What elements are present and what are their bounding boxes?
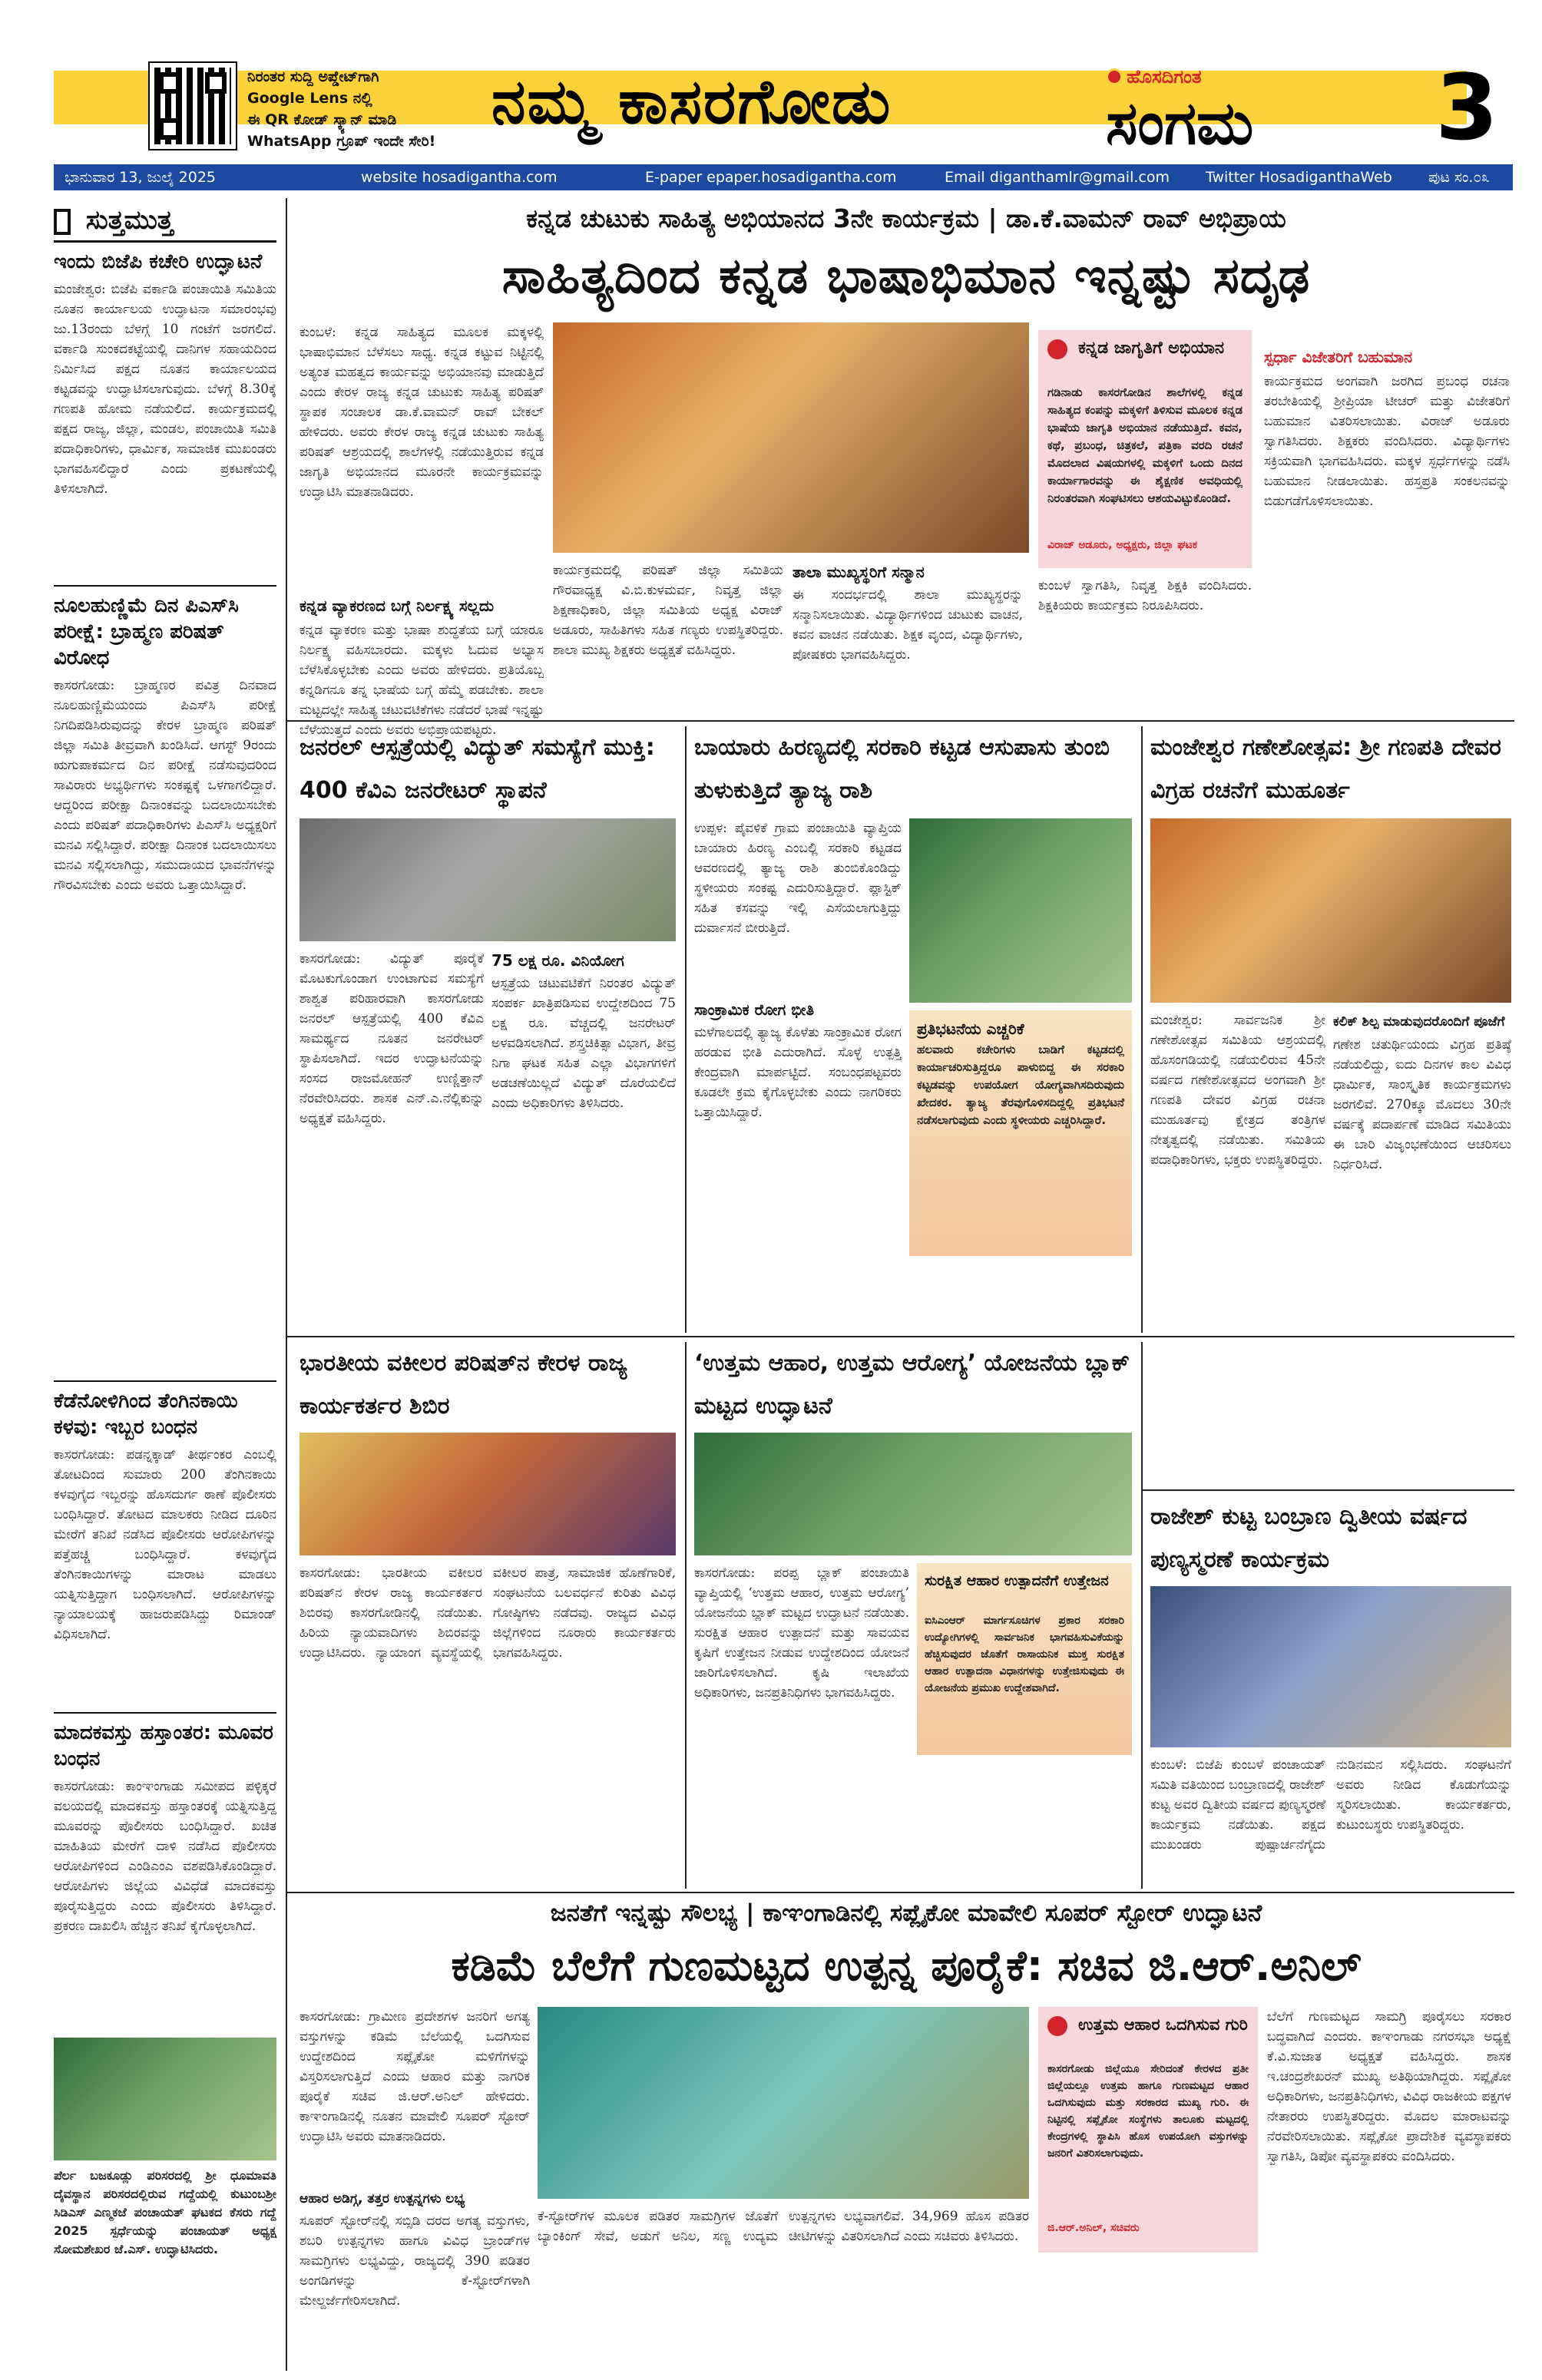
bottom-body-left: ಕಾಸರಗೋಡು: ಗ್ರಾಮೀಣ ಪ್ರದೇಶಗಳ ಜನರಿಗೆ ಅಗತ್ಯ ವಸ್ತುಗಳನ್ನು ಕಡಿಮೆ ಬೆಲೆಯಲ್ಲಿ ಒದಗಿಸುವ ಉದ್ದೇಶದಿಂದ ಸಪ್ಲೈಕೋ ಮಳಿಗೆಗಳನ್ನು ವಿಸ್ತರಿಸಲಾಗುತ್ತಿದೆ ಎಂದು ಆಹಾರ ಮತ್ತು ನಾಗರಿಕ ಪೂರೈಕೆ ಸಚಿವ ಜಿ.ಆರ್.ಅನಿಲ್ ಹೇಳಿದರು. ಕಾಞಂಗಾಡಿನಲ್ಲಿ ನೂತನ ಮಾವೇಲಿ ಸೂಪರ್ ಸ್ಟೋರ್ ಉದ್ಘಾಟಿಸಿ ಅವರು ಮಾತನಾಡಿದರು. [299,2009,530,2144]
lead-body-mid: ಕಾರ್ಯಕ್ರಮದಲ್ಲಿ ಪರಿಷತ್ ಜಿಲ್ಲಾ ಸಮಿತಿಯ ಗೌರವಾಧ್ಯಕ್ಷ ವಿ.ಬಿ.ಕುಳಮರ್ವ, ನಿವೃತ್ತ ಜಿಲ್ಲಾ ಶಿಕ್ಷಣಾಧಿಕಾರಿ, ಜಿಲ್ಲಾ ಸಮಿತಿಯ ಅಧ್ಯಕ್ಷ ವಿರಾಜ್ ಅಡೂರು, ಸಾಹಿತಿಗಳು ಸಹಿತ ಗಣ್ಯರು ಉಪಸ್ಥಿತರಿದ್ದರು. ಶಾಲಾ ಮುಖ್ಯ ಶಿಕ್ಷಕರು ಅಧ್ಯಕ್ಷತೆ ವಹಿಸಿದ್ದರು. [553,563,783,658]
section-label [54,198,276,243]
left-photo-caption: ಪೆರ್ಲ ಬಜಕೂಡ್ಲು ಪರಿಸರದಲ್ಲಿ ಶ್ರೀ ಧೂಮಾವತಿ ದೈವಸ್ಥಾನ ಪರಿಸರದಲ್ಲಿರುವ ಗದ್ದೆಯಲ್ಲಿ ಕುಟುಂಬಶ್ರೀ ಸಿಡಿಎಸ್ ಎಣ್ಮಕಜೆ ಪಂಚಾಯತ್ ಘಟಕದ ಕೆಸರು ಗದ್ದೆ 2025 ಸ್ಪರ್ಧೆಯನ್ನು ಪಂಚಾಯತ್ ಅಧ್ಯಕ್ಷ ಸೋಮಶೇಖರ ಜೆ.ಎಸ್. ಉದ್ಘಾಟಿಸಿದರು. [54,2168,276,2256]
bottom-body-right: ಬೆಲೆಗೆ ಗುಣಮಟ್ಟದ ಸಾಮಗ್ರಿ ಪೂರೈಸಲು ಸರಕಾರ ಬದ್ಧವಾಗಿದೆ ಎಂದರು. ಕಾಞಂಗಾಡು ನಗರಸಭಾ ಅಧ್ಯಕ್ಷೆ ಕೆ.ವಿ.ಸುಜಾತ ಅಧ್ಯಕ್ಷತೆ ವಹಿಸಿದ್ದರು. ಶಾಸಕ ಇ.ಚಂದ್ರಶೇಖರನ್ ಮುಖ್ಯ ಅತಿಥಿಯಾಗಿದ್ದರು. ಸಪ್ಲೈಕೋ ಅಧಿಕಾರಿಗಳು, ಜನಪ್ರತಿನಿಧಿಗಳು, ವಿವಿಧ ರಾಜಕೀಯ ಪಕ್ಷಗಳ ನೇತಾರರು ಉಪಸ್ಥಿತರಿದ್ದರು. ಮೊದಲ ಮಾರಾಟವನ್ನು ನೆರವೇರಿಸಲಾಯಿತು. ಸಪ್ಲೈಕೋ ಪ್ರಾದೇಶಿಕ ವ್ಯವಸ್ಥಾಪಕರು ಸ್ವಾಗತಿಸಿ, ಡಿಪೋ ವ್ಯವಸ್ಥಾಪಕರು ವಂದಿಸಿದರು. [1267,2009,1511,2164]
issue-date: ಭಾನುವಾರ 13, ಜುಲೈ 2025 [65,169,217,186]
left-story-2-body: ಕಾಸರಗೋಡು: ಬ್ರಾಹ್ಮಣರ ಪವಿತ್ರ ದಿನವಾದ ನೂಲಹುಣ್ಣಿಮೆಯಂದು ಪಿಎಸ್‌ಸಿ ಪರೀಕ್ಷೆ ನಿಗದಿಪಡಿಸಿರುವುದನ್ನು ಕೇರಳ ಬ್ರಾಹ್ಮಣ ಪರಿಷತ್ ಜಿಲ್ಲಾ ಸಮಿತಿ ತೀವ್ರವಾಗಿ ಖಂಡಿಸಿದೆ. ಆಗಸ್ಟ್ 9ರಂದು ಋಗುಪಾಕರ್ಮದ ದಿನ ಪರೀಕ್ಷೆ ನಡೆಸುವುದರಿಂದ ಸಾವಿರಾರು ಅಭ್ಯರ್ಥಿಗಳು ಸಂಕಷ್ಟಕ್ಕೆ ಒಳಗಾಗಲಿದ್ದಾರೆ. ಆದ್ದರಿಂದ ಪರೀಕ್ಷಾ ದಿನಾಂಕವನ್ನು ಬದಲಾಯಿಸಬೇಕು ಎಂದು ಪರಿಷತ್ ಪದಾಧಿಕಾರಿಗಳು ಪಿಎಸ್‌ಸಿ ಅಧ್ಯಕ್ಷರಿಗೆ ಮನವಿ ಸಲ್ಲಿಸಿದ್ದಾರೆ. ಪರೀಕ್ಷಾ ದಿನಾಂಕ ಬದಲಾಯಿಸಲು ಮನವಿ ಸಲ್ಲಿಸಲಾಗಿದ್ದು, ಸಮುದಾಯದ ಭಾವನೆಗಳನ್ನು ಗೌರವಿಸಬೇಕು ಎಂದು ಅವರು ಒತ್ತಾಯಿಸಿದ್ದಾರೆ. [54,678,276,893]
left-story-3 [54,1388,276,1706]
row3-divider-1 [685,1342,687,1889]
left-story-4-title: ಮಾದಕವಸ್ತು ಹಸ್ತಾಂತರ: ಮೂವರ ಬಂಧನ [54,1721,273,1770]
qr-note-line2: Google Lens ನಲ್ಲಿ [247,90,372,107]
left-story-2 [54,593,276,1374]
section-name: ಸುತ್ತಮುತ್ತ [85,205,174,236]
row2-a-title: ಜನರಲ್ ಆಸ್ಪತ್ರೆಯಲ್ಲಿ ವಿದ್ಯುತ್ ಸಮಸ್ಯೆಗೆ ಮುಕ್ತಿ: 400 ಕೆವಿಎ ಜನರೇಟರ್ ಸ್ಥಾಪನೆ [299,734,655,804]
row2-a-body: ಕಾಸರಗೋಡು: ವಿದ್ಯುತ್ ಪೂರೈಕೆ ಮೊಟಕುಗೊಂಡಾಗ ಉಂಟಾಗುವ ಸಮಸ್ಯೆಗೆ ಶಾಶ್ವತ ಪರಿಹಾರವಾಗಿ ಕಾಸರಗೋಡು ಜನರಲ್ ಆಸ್ಪತ್ರೆಯಲ್ಲಿ 400 ಕೆವಿಎ ಸಾಮರ್ಥ್ಯದ ನೂತನ ಜನರೇಟರ್ ಸ್ಥಾಪಿಸಲಾಗಿದೆ. ಇದರ ಉದ್ಘಾಟನೆಯನ್ನು ಸಂಸದ ರಾಜಮೋಹನ್ ಉಣ್ಣಿತ್ತಾನ್ ನೆರವೇರಿಸಿದರು. ಶಾಸಕ ಎನ್.ಎ.ನೆಲ್ಲಿಕುನ್ನು ಅಧ್ಯಕ್ಷತೆ ವಹಿಸಿದ್ದರು. [299,951,484,1126]
twitter-link[interactable]: Twitter HosadiganthaWeb [1206,169,1392,186]
lead-subhead-mid: ತಾಲಾ ಮುಖ್ಯಸ್ಥರಿಗೆ ಸನ್ಮಾನ [793,563,925,581]
bottom-info-box [1038,2007,1258,2253]
row2-a-subhead: 75 ಲಕ್ಷ ರೂ. ವಿನಿಯೋಗ [491,951,624,970]
row2-b-box-body: ಹಲವಾರು ಕಚೇರಿಗಳು ಬಾಡಿಗೆ ಕಟ್ಟಡದಲ್ಲಿ ಕಾರ್ಯಾಚರಿಸುತ್ತಿದ್ದರೂ ಪಾಳುಬಿದ್ದ ಈ ಸರಕಾರಿ ಕಟ್ಟಡವನ್ನು ಉಪಯೋಗ ಯೋಗ್ಯವಾಗಿಸದಿರುವುದು ಖೇದಕರ. ತ್ಯಾಜ್ಯ ತೆರವುಗೊಳಿಸದಿದ್ದಲ್ಲಿ ಪ್ರತಿಭಟನೆ ನಡೆಸಲಾಗುವುದು ಎಂದು ಸ್ಥಳೀಯರು ಎಚ್ಚರಿಸಿದ್ದಾರೆ. [917,1043,1124,1127]
row3-a-photo [299,1433,676,1555]
qr-note [247,66,470,152]
lead-box-signature: ವಿರಾಜ್ ಅಡೂರು, ಅಧ್ಯಕ್ಷರು, ಜಿಲ್ಲಾ ಘಟಕ [1047,539,1198,551]
info-strip [54,164,1513,190]
brand-logo-icon [1106,68,1123,85]
row3-b-box-title: ಸುರಕ್ಷಿತ ಆಹಾರ ಉತ್ಪಾದನೆಗೆ ಉತ್ತೇಜನ [925,1572,1109,1589]
row3-b-photo [694,1433,1132,1555]
lead-body-left: ಕುಂಬಳೆ: ಕನ್ನಡ ಸಾಹಿತ್ಯದ ಮೂಲಕ ಮಕ್ಕಳಲ್ಲಿ ಭಾಷಾಭಿಮಾನ ಬೆಳೆಸಲು ಸಾಧ್ಯ. ಕನ್ನಡ ಕಟ್ಟುವ ನಿಟ್ಟಿನಲ್ಲಿ ಅತ್ಯಂತ ಮಹತ್ವದ ಕಾರ್ಯವನ್ನು ಅಭಿಯಾನವು ಮಾಡುತ್ತಿದೆ ಎಂದು ಕೇರಳ ರಾಜ್ಯ ಕನ್ನಡ ಚುಟುಕು ಸಾಹಿತ್ಯ ಪರಿಷತ್ ಸ್ಥಾಪಕ ಸಂಚಾಲಕ ಡಾ.ಕೆ.ವಾಮನ್ ರಾವ್ ಬೇಕಲ್ ಹೇಳಿದರು. ಅವರು ಕೇರಳ ರಾಜ್ಯ ಕನ್ನಡ ಚುಟುಕು ಸಾಹಿತ್ಯ ಪರಿಷತ್ ಆಶ್ರಯದಲ್ಲಿ ಶಾಲೆಗಳಲ್ಲಿ ನಡೆಯುತ್ತಿರುವ ಕನ್ನಡ ಜಾಗೃತಿ ಅಭಿಯಾನದ ಮೂರನೇ ಕಾರ್ಯಕ್ರಮವನ್ನು ಉದ್ಘಾಟಿಸಿ ಮಾತನಾಡಿದರು. [299,325,544,500]
row2-b-subhead: ಸಾಂಕ್ರಾಮಿಕ ರೋಗ ಭೀತಿ [694,1000,815,1019]
lead-right-subhead: ಸ್ಪರ್ಧಾ ವಿಜೇತರಿಗೆ ಬಹುಮಾನ [1264,348,1413,366]
bottom-box-signature: ಜಿ.ಆರ್.ಅನಿಲ್, ಸಚಿವರು [1047,2222,1140,2234]
row2-divider-1 [685,726,687,1333]
row2-b-body: ಉಪ್ಪಳ: ಪೈವಳಿಕೆ ಗ್ರಾಮ ಪಂಚಾಯಿತಿ ವ್ಯಾಪ್ತಿಯ ಬಾಯಾರು ಹಿರಣ್ಯ ಎಂಬಲ್ಲಿ ಸರಕಾರಿ ಕಟ್ಟಡದ ಆವರಣದಲ್ಲಿ ತ್ಯಾಜ್ಯ ರಾಶಿ ತುಂಬಿಕೊಂಡಿದ್ದು ಸ್ಥಳೀಯರು ಸಂಕಷ್ಟ ಎದುರಿಸುತ್ತಿದ್ದಾರೆ. ಪ್ಲಾಸ್ಟಿಕ್ ಸಹಿತ ಕಸವನ್ನು ಇಲ್ಲಿ ಎಸೆಯಲಾಗುತ್ತಿದ್ದು ದುರ್ವಾಸನೆ ಬೀರುತ್ತಿದೆ. [694,821,902,936]
row3-a-title: ಭಾರತೀಯ ವಕೀಲರ ಪರಿಷತ್‌ನ ಕೇರಳ ರಾಜ್ಯ ಕಾರ್ಯಕರ್ತರ ಶಿಬಿರ [299,1350,627,1420]
supplement-name: ಸಂಗಮ [1106,89,1254,158]
row3-divider-2 [1141,1342,1143,1889]
row3-c-title: ರಾಜೇಶ್ ಕುಟ್ಟ ಬಂಬ್ರಾಣ ದ್ವಿತೀಯ ವರ್ಷದ ಪುಣ್ಯಸ್ಮರಣೆ ಕಾರ್ಯಕ್ರಮ [1150,1503,1468,1573]
lead-body-mid2: ಈ ಸಂದರ್ಭದಲ್ಲಿ ಶಾಲಾ ಮುಖ್ಯಸ್ಥರನ್ನು ಸನ್ಮಾನಿಸಲಾಯಿತು. ವಿದ್ಯಾರ್ಥಿಗಳಿಂದ ಚುಟುಕು ವಾಚನ, ಕವನ ವಾಚನ ನಡೆಯಿತು. ಶಿಕ್ಷಕ ವೃಂದ, ವಿದ್ಯಾರ್ಥಿಗಳು, ಪೋಷಕರು ಭಾಗವಹಿಸಿದ್ದರು. [793,587,1023,663]
row2-b-title: ಬಾಯಾರು ಹಿರಣ್ಯದಲ್ಲಿ ಸರಕಾರಿ ಕಟ್ಟಡ ಆಸುಪಾಸು ತುಂಬಿ ತುಳುಕುತ್ತಿದೆ ತ್ಯಾಜ್ಯ ರಾಶಿ [694,734,1110,804]
row3-c-top-divider [1141,1489,1514,1491]
left-story-1-title: ಇಂದು ಬಿಜೆಪಿ ಕಚೇರಿ ಉದ್ಘಾಟನೆ [54,250,263,273]
row2-c-body: ಮಂಜೇಶ್ವರ: ಸಾರ್ವಜನಿಕ ಶ್ರೀ ಗಣೇಶೋತ್ಸವ ಸಮಿತಿಯ ಆಶ್ರಯದಲ್ಲಿ ಹೊಸಂಗಡಿಯಲ್ಲಿ ನಡೆಯಲಿರುವ 45ನೇ ವರ್ಷದ ಗಣೇಶೋತ್ಸವದ ಅಂಗವಾಗಿ ಶ್ರೀ ಗಣಪತಿ ದೇವರ ವಿಗ್ರಹ ರಚನಾ ಮುಹೂರ್ತವು ಕ್ಷೇತ್ರದ ತಂತ್ರಿಗಳ ನೇತೃತ್ವದಲ್ಲಿ ನಡೆಯಿತು. ಸಮಿತಿಯ ಪದಾಧಿಕಾರಿಗಳು, ಭಕ್ತರು ಉಪಸ್ಥಿತರಿದ್ದರು. [1150,1013,1325,1168]
email-link[interactable]: Email diganthamlr@gmail.com [945,169,1170,186]
row2-c-title: ಮಂಜೇಶ್ವರ ಗಣೇಶೋತ್ಸವ: ಶ್ರೀ ಗಣಪತಿ ದೇವರ ವಿಗ್ರಹ ರಚನೆಗೆ ಮುಹೂರ್ತ [1150,734,1501,804]
lead-kicker: ಕನ್ನಡ ಚುಟುಕು ಸಾಹಿತ್ಯ ಅಭಿಯಾನದ 3ನೇ ಕಾರ್ಯಕ್ರಮ | ಡಾ.ಕೆ.ವಾಮನ್ ರಾವ್ ಅಭಿಪ್ರಾಯ [526,203,1286,233]
left-story-3-title: ಕೆಡೆನೋಳಿಗಿಂದ ತೆಂಗಿನಕಾಯಿ ಕಳವು: ಇಬ್ಬರ ಬಂಧನ [54,1390,238,1439]
page-label: ಪುಟ ಸಂ.೦೩ [1428,169,1490,186]
row2-a-body2: ಆಸ್ಪತ್ರೆಯ ಚಟುವಟಿಕೆಗೆ ನಿರಂತರ ವಿದ್ಯುತ್ ಸಂಪರ್ಕ ಖಾತ್ರಿಪಡಿಸುವ ಉದ್ದೇಶದಿಂದ 75 ಲಕ್ಷ ರೂ. ವೆಚ್ಚದಲ್ಲಿ ಜನರೇಟರ್ ಅಳವಡಿಸಲಾಗಿದೆ. ಶಸ್ತ್ರಚಿಕಿತ್ಸಾ ವಿಭಾಗ, ತೀವ್ರ ನಿಗಾ ಘಟಕ ಸಹಿತ ಎಲ್ಲಾ ವಿಭಾಗಗಳಿಗೆ ಅಡಚಣೆಯಿಲ್ಲದೆ ವಿದ್ಯುತ್ ದೊರೆಯಲಿದೆ ಎಂದು ಅಧಿಕಾರಿಗಳು ತಿಳಿಸಿದರು. [491,976,676,1111]
epaper-link[interactable]: E-paper epaper.hosadigantha.com [645,169,897,186]
row2-b-photo [909,818,1132,1003]
left-story-4-body: ಕಾಸರಗೋಡು: ಕಾಂಞಂಗಾಡು ಸಮೀಪದ ಪಳ್ಳಿಕ್ಕರೆ ವಲಯದಲ್ಲಿ ಮಾದಕವಸ್ತು ಹಸ್ತಾಂತರಕ್ಕೆ ಯತ್ನಿಸುತ್ತಿದ್ದ ಮೂವರನ್ನು ಪೊಲೀಸರು ಬಂಧಿಸಿದ್ದಾರೆ. ಖಚಿತ ಮಾಹಿತಿಯ ಮೇರೆಗೆ ದಾಳಿ ನಡೆಸಿದ ಪೊಲೀಸರು ಆರೋಪಿಗಳಿಂದ ಎಂಡಿಎಂಎ ವಶಪಡಿಸಿಕೊಂಡಿದ್ದಾರೆ. ಆರೋಪಿಗಳು ಜಿಲ್ಲೆಯ ವಿವಿಧೆಡೆ ಮಾದಕವಸ್ತು ಪೂರೈಸುತ್ತಿದ್ದರು ಎಂದು ಪೊಲೀಸರು ತಿಳಿಸಿದ್ದಾರೆ. ಪ್ರಕರಣ ದಾಖಲಿಸಿ ಹೆಚ್ಚಿನ ತನಿಖೆ ಕೈಗೊಳ್ಳಲಾಗಿದೆ. [54,1779,276,1934]
left-story-4 [54,1720,276,2030]
row3-bottom-divider [286,1892,1514,1893]
left-photo-field [54,2038,276,2160]
left-column-divider [286,198,287,2371]
row3-c-body: ಕುಂಬಳೆ: ಬಿಜೆಪಿ ಕುಂಬಳೆ ಪಂಚಾಯತ್ ಸಮಿತಿ ವತಿಯಿಂದ ಬಂಬ್ರಾಣದಲ್ಲಿ ರಾಜೇಶ್ ಕುಟ್ಟ ಅವರ ದ್ವಿತೀಯ ವರ್ಷದ ಪುಣ್ಯಸ್ಮರಣೆ ಕಾರ್ಯಕ್ರಮ ನಡೆಯಿತು. ಪಕ್ಷದ ಮುಖಂಡರು ಪುಷ್ಪಾರ್ಚನೆಗೈದು ನುಡಿನಮನ ಸಲ್ಲಿಸಿದರು. ಸಂಘಟನೆಗೆ ಅವರು ನೀಡಿದ ಕೊಡುಗೆಯನ್ನು ಸ್ಮರಿಸಲಾಯಿತು. ಕಾರ್ಯಕರ್ತರು, ಕುಟುಂಬಸ್ಥರು ಉಪಸ್ಥಿತರಿದ್ದರು. [1150,1757,1511,1853]
lead-photo [553,322,1029,553]
row3-b-title: ‘ಉತ್ತಮ ಆಹಾರ, ಉತ್ತಮ ಆರೋಗ್ಯ’ ಯೋಜನೆಯ ಬ್ಲಾಕ್ ಮಟ್ಟದ ಉದ್ಘಾಟನೆ [694,1350,1130,1420]
row3-c-photo [1150,1586,1511,1747]
left-story-3-body: ಕಾಸರಗೋಡು: ಪಡನ್ನಕ್ಕಾಡ್ ತೀರ್ಥಂಕರ ಎಂಬಲ್ಲಿ ತೋಟದಿಂದ ಸುಮಾರು 200 ತೆಂಗಿನಕಾಯಿ ಕಳವುಗೈದ ಇಬ್ಬರನ್ನು ಹೊಸದುರ್ಗ ಠಾಣೆ ಪೊಲೀಸರು ಬಂಧಿಸಿದ್ದಾರೆ. ತೋಟದ ಮಾಲಕರು ನೀಡಿದ ದೂರಿನ ಮೇರೆಗೆ ತನಿಖೆ ನಡೆಸಿದ ಪೊಲೀಸರು ಆರೋಪಿಗಳನ್ನು ಪತ್ತೆಹಚ್ಚಿ ಬಂಧಿಸಿದ್ದಾರೆ. ಕಳವುಗೈದ ತೆಂಗಿನಕಾಯಿಗಳನ್ನು ಮಾರಾಟ ಮಾಡಲು ಯತ್ನಿಸುತ್ತಿದ್ದಾಗ ಬಂಧಿಸಲಾಗಿದೆ. ಆರೋಪಿಗಳನ್ನು ನ್ಯಾಯಾಲಯಕ್ಕೆ ಹಾಜರುಪಡಿಸಿದ್ದು ರಿಮಾಂಡ್ ವಿಧಿಸಲಾಗಿದೆ. [54,1447,276,1642]
qr-note-line4: WhatsApp ಗ್ರೂಪ್ ಇಂದೇ ಸೇರಿ! [247,133,436,150]
bottom-box-title: ಉತ್ತಮ ಆಹಾರ ಒದಗಿಸುವ ಗುರಿ [1078,2015,1248,2034]
bottom-body-left2: ಸೂಪರ್ ಸ್ಟೋರ್‌ನಲ್ಲಿ ಸಬ್ಸಿಡಿ ದರದ ಅಗತ್ಯ ವಸ್ತುಗಳು, ಶಬರಿ ಉತ್ಪನ್ನಗಳು ಹಾಗೂ ವಿವಿಧ ಬ್ರಾಂಡ್‌ಗಳ ಸಾಮಗ್ರಿಗಳು ಲಭ್ಯವಿದ್ದು, ರಾಜ್ಯದಲ್ಲಿ 390 ಪಡಿತರ ಅಂಗಡಿಗಳನ್ನು ಕೆ-ಸ್ಟೋರ್‌ಗಳಾಗಿ ಮೇಲ್ದರ್ಜೆಗೇರಿಸಲಾಗಿದೆ. [299,2213,530,2309]
info-box-icon [1047,339,1067,359]
lead-right-body: ಕಾರ್ಯಕ್ರಮದ ಅಂಗವಾಗಿ ಜರಗಿದ ಪ್ರಬಂಧ ರಚನಾ ತರಬೇತಿಯಲ್ಲಿ ಶ್ರೀಪ್ರಿಯಾ ಟೀಚರ್ ಮತ್ತು ವಿಜೇತರಿಗೆ ಬಹುಮಾನ ವಿತರಿಸಲಾಯಿತು. ವಿರಾಜ್ ಅಡೂರು ಸ್ವಾಗತಿಸಿದರು. ಶಿಕ್ಷಕರು ವಂದಿಸಿದರು. ವಿದ್ಯಾರ್ಥಿಗಳು ಸಕ್ರಿಯವಾಗಿ ಭಾಗವಹಿಸಿದರು. ಮಕ್ಕಳ ಸ್ಪರ್ಧೆಗಳನ್ನು ನಡೆಸಿ ಬಹುಮಾನ ನೀಡಲಾಯಿತು. ಹಸ್ತಪ್ರತಿ ಸಂಕಲನವನ್ನು ಬಿಡುಗಡೆಗೊಳಿಸಲಾಯಿತು. [1264,374,1510,509]
lead-subhead-left: ಕನ್ನಡ ವ್ಯಾಕರಣದ ಬಗ್ಗೆ ನಿರ್ಲಕ್ಷ್ಯ ಸಲ್ಲದು [299,597,495,615]
lead-info-box [1038,330,1252,568]
bottom-subhead-left: ಆಹಾರ ಅಡಿಗ್ಗ, ತತ್ತರ ಉತ್ಪನ್ನಗಳು ಲಭ್ಯ [299,2191,465,2206]
row2-a-photo [299,818,676,941]
bottom-box-icon [1047,2016,1067,2036]
masthead-title: ನಮ್ಮ ಕಾಸರಗೋಡು [491,66,892,137]
lead-headline: ಸಾಹಿತ್ಯದಿಂದ ಕನ್ನಡ ಭಾಷಾಭಿಮಾನ ಇನ್ನಷ್ಟು ಸದೃಢ [501,248,1311,305]
brand-name: ಹೊಸದಿಗಂತ [1127,66,1202,88]
qr-note-line1: ನಿರಂತರ ಸುದ್ದಿ ಅಪ್ಡೇಟ್‌ಗಾಗಿ [247,68,379,85]
row2-c-photo [1150,818,1511,1003]
row3-b-box-body: ಐಸಿಎಂಆರ್ ಮಾರ್ಗಸೂಚಿಗಳ ಪ್ರಕಾರ ಸರಕಾರಿ ಉದ್ಯೋಗಿಗಳಲ್ಲಿ ಸಾರ್ವಜನಿಕ ಭಾಗವಹಿಸುವಿಕೆಯನ್ನು ಹೆಚ್ಚಿಸುವುದರ ಜೊತೆಗೆ ರಾಸಾಯನಿಕ ಮುಕ್ತ ಸುರಕ್ಷಿತ ಆಹಾರ ಉತ್ಪಾದನಾ ವಿಧಾನಗಳನ್ನು ಉತ್ತೇಜಿಸುವುದು ಈ ಯೋಜನೆಯ ಪ್ರಮುಖ ಉದ್ದೇಶವಾಗಿದೆ. [925,1615,1124,1694]
qr-code[interactable] [150,63,236,149]
row2-divider-2 [1141,726,1143,1333]
section-icon [54,209,71,235]
bottom-photo [538,2007,1029,2199]
row2-b-body2: ಮಳೆಗಾಲದಲ್ಲಿ ತ್ಯಾಜ್ಯ ಕೊಳೆತು ಸಾಂಕ್ರಾಮಿಕ ರೋಗ ಹರಡುವ ಭೀತಿ ಎದುರಾಗಿದೆ. ಸೊಳ್ಳೆ ಉತ್ಪತ್ತಿ ಕೇಂದ್ರವಾಗಿ ಮಾರ್ಪಟ್ಟಿದೆ. ಸಂಬಂಧಪಟ್ಟವರು ಕೂಡಲೇ ಕ್ರಮ ಕೈಗೊಳ್ಳಬೇಕು ಎಂದು ನಾಗರಿಕರು ಒತ್ತಾಯಿಸಿದ್ದಾರೆ. [694,1025,902,1120]
row3-b-body: ಕಾಸರಗೋಡು: ಪರಪ್ಪ ಬ್ಲಾಕ್ ಪಂಚಾಯಿತಿ ವ್ಯಾಪ್ತಿಯಲ್ಲಿ ‘ಉತ್ತಮ ಆಹಾರ, ಉತ್ತಮ ಆರೋಗ್ಯ’ ಯೋಜನೆಯ ಬ್ಲಾಕ್ ಮಟ್ಟದ ಉದ್ಘಾಟನೆ ನಡೆಯಿತು. ಸುರಕ್ಷಿತ ಆಹಾರ ಉತ್ಪಾದನೆ ಮತ್ತು ಸಾವಯವ ಕೃಷಿಗೆ ಉತ್ತೇಜನ ನೀಡುವ ಉದ್ದೇಶದಿಂದ ಯೋಜನೆ ಜಾರಿಗೊಳಿಸಲಾಗಿದೆ. ಕೃಷಿ ಇಲಾಖೆಯ ಅಧಿಕಾರಿಗಳು, ಜನಪ್ರತಿನಿಧಿಗಳು ಭಾಗವಹಿಸಿದ್ದರು. [694,1565,909,1701]
row3-a-body: ಕಾಸರಗೋಡು: ಭಾರತೀಯ ವಕೀಲರ ಪರಿಷತ್‌ನ ಕೇರಳ ರಾಜ್ಯ ಕಾರ್ಯಕರ್ತರ ಶಿಬಿರವು ಕಾಸರಗೋಡಿನಲ್ಲಿ ನಡೆಯಿತು. ಹಿರಿಯ ನ್ಯಾಯವಾದಿಗಳು ಶಿಬಿರವನ್ನು ಉದ್ಘಾಟಿಸಿದರು. ನ್ಯಾಯಾಂಗ ವ್ಯವಸ್ಥೆಯಲ್ಲಿ ವಕೀಲರ ಪಾತ್ರ, ಸಾಮಾಜಿಕ ಹೊಣೆಗಾರಿಕೆ, ಸಂಘಟನೆಯ ಬಲವರ್ಧನೆ ಕುರಿತು ವಿವಿಧ ಗೋಷ್ಠಿಗಳು ನಡೆದವು. ರಾಜ್ಯದ ವಿವಿಧ ಜಿಲ್ಲೆಗಳಿಂದ ನೂರಾರು ಕಾರ್ಯಕರ್ತರು ಭಾಗವಹಿಸಿದ್ದರು. [299,1565,676,1661]
lead-box-body: ಗಡಿನಾಡು ಕಾಸರಗೋಡಿನ ಶಾಲೆಗಳಲ್ಲಿ ಕನ್ನಡ ಸಾಹಿತ್ಯದ ಕಂಪನ್ನು ಮಕ್ಕಳಿಗೆ ತಿಳಿಸುವ ಮೂಲಕ ಕನ್ನಡ ಭಾಷೆಯ ಜಾಗೃತಿ ಅಭಿಯಾನ ನಡೆಯುತ್ತಿದೆ. ಕವನ, ಕಥೆ, ಪ್ರಬಂಧ, ಚಿತ್ರಕಲೆ, ಪತ್ರಿಕಾ ವರದಿ ರಚನೆ ಮೊದಲಾದ ವಿಷಯಗಳಲ್ಲಿ ಮಕ್ಕಳಿಗೆ ಒಂದು ದಿನದ ಕಾರ್ಯಾಗಾರವನ್ನು ಈ ಶೈಕ್ಷಣಿಕ ಅವಧಿಯಲ್ಲಿ ನಿರಂತರವಾಗಿ ಸಂಘಟಿಸಲು ಆಶಯವಿಟ್ಟುಕೊಂಡಿದೆ. [1047,385,1243,505]
left-column [54,198,276,2371]
row3-b-box [917,1563,1132,1755]
bottom-kicker: ಜನತೆಗೆ ಇನ್ನಷ್ಟು ಸೌಲಭ್ಯ | ಕಾಞಂಗಾಡಿನಲ್ಲಿ ಸಪ್ಲೈಕೋ ಮಾವೇಲಿ ಸೂಪರ್ ಸ್ಟೋರ್ ಉದ್ಘಾಟನೆ [550,1899,1262,1927]
row1-divider [286,720,1514,722]
page-number: 3 [1434,55,1499,160]
lead-body-left2: ಕನ್ನಡ ವ್ಯಾಕರಣ ಮತ್ತು ಭಾಷಾ ಶುದ್ಧತೆಯ ಬಗ್ಗೆ ಯಾರೂ ನಿರ್ಲಕ್ಷ್ಯ ವಹಿಸಬಾರದು. ಮಕ್ಕಳು ಓದುವ ಅಭ್ಯಾಸ ಬೆಳೆಸಿಕೊಳ್ಳಬೇಕು ಎಂದು ಅವರು ಹೇಳಿದರು. ಪ್ರತಿಯೊಬ್ಬ ಕನ್ನಡಿಗನೂ ತನ್ನ ಭಾಷೆಯ ಬಗ್ಗೆ ಹೆಮ್ಮೆ ಪಡಬೇಕು. ಶಾಲಾ ಮಟ್ಟದಲ್ಲೇ ಸಾಹಿತ್ಯ ಚಟುವಟಿಕೆಗಳು ನಡೆದರೆ ಭಾಷೆ ಇನ್ನಷ್ಟು ಬೆಳೆಯುತ್ತದೆ ಎಂದು ಅವರು ಅಭಿಪ್ರಾಯಪಟ್ಟರು. [299,623,544,738]
row2-c-body2: ಗಣೇಶ ಚತುರ್ಥಿಯಂದು ವಿಗ್ರಹ ಪ್ರತಿಷ್ಠೆ ನಡೆಯಲಿದ್ದು, ಐದು ದಿನಗಳ ಕಾಲ ವಿವಿಧ ಧಾರ್ಮಿಕ, ಸಾಂಸ್ಕೃತಿಕ ಕಾರ್ಯಕ್ರಮಗಳು ಜರಗಲಿವೆ. 270ಕ್ಕೂ ಮೊದಲು 30ನೇ ವರ್ಷಕ್ಕೆ ಪದಾರ್ಪಣೆ ಮಾಡಿದ ಸಮಿತಿಯು ಈ ಬಾರಿ ವಿಜೃಂಭಣೆಯಿಂದ ಆಚರಿಸಲು ನಿರ್ಧರಿಸಿದೆ. [1333,1037,1511,1172]
row2-c-subhead: ಕಲಿಕ್‌ ಶಿಲ್ಪ ಮಾಡುವುದರೊಂದಿಗೆ ಪೂಜೆಗೆ [1333,1014,1505,1030]
row2-bottom-divider [286,1336,1514,1337]
left-story-2-title: ನೂಲಹುಣ್ಣಿಮೆ ದಿನ ಪಿಎಸ್‌ಸಿ ಪರೀಕ್ಷೆ: ಬ್ರಾಹ್ಮಣ ಪರಿಷತ್ ವಿರೋಧ [54,594,239,669]
website-link[interactable]: website hosadigantha.com [361,169,558,186]
left-story-1-body: ಮಂಜೇಶ್ವರ: ಬಿಜೆಪಿ ವರ್ಕಾಡಿ ಪಂಚಾಯಿತಿ ಸಮಿತಿಯ ನೂತನ ಕಾರ್ಯಾಲಯ ಉದ್ಘಾಟನಾ ಸಮಾರಂಭವು ಜು.13ರಂದು ಬೆಳಗ್ಗೆ 10 ಗಂಟೆಗೆ ಜರಗಲಿದೆ. ವರ್ಕಾಡಿ ಸುಂಕದಕಟ್ಟೆಯಲ್ಲಿ ದಾನಿಗಳ ಸಹಾಯದಿಂದ ನಿರ್ಮಿಸಿದ ಪಕ್ಷದ ನೂತನ ಕಾರ್ಯಾಲಯದ ಕಟ್ಟಡವನ್ನು ಉದ್ಘಾಟಿಸಲಾಗುವುದು. ಬೆಳಗ್ಗೆ 8.30ಕ್ಕೆ ಗಣಪತಿ ಹೋಮ ನಡೆಯಲಿದೆ. ಕಾರ್ಯಕ್ರಮದಲ್ಲಿ ಪಕ್ಷದ ರಾಜ್ಯ, ಜಿಲ್ಲಾ, ಮಂಡಲ, ಪಂಚಾಯಿತಿ ಸಮಿತಿ ಪದಾಧಿಕಾರಿಗಳು, ಧಾರ್ಮಿಕ, ಸಾಮಾಜಿಕ ಮುಖಂಡರು ಭಾಗವಹಿಸಲಿದ್ದಾರೆ ಎಂದು ಪ್ರಕಟಣೆಯಲ್ಲಿ ತಿಳಿಸಲಾಗಿದೆ. [54,282,276,497]
bottom-headline: ಕಡಿಮೆ ಬೆಲೆಗೆ ಗುಣಮಟ್ಟದ ಉತ್ಪನ್ನ ಪೂರೈಕೆ: ಸಚಿವ ಜಿ.ಆರ್.ಅನಿಲ್ [451,1942,1362,1990]
lead-bottom-mid: ಕುಂಬಳೆ ಸ್ವಾಗತಿಸಿ, ನಿವೃತ್ತ ಶಿಕ್ಷಕಿ ವಂದಿಸಿದರು. ಶಿಕ್ಷಕಿಯರು ಕಾರ್ಯಕ್ರಮ ನಿರೂಪಿಸಿದರು. [1038,578,1252,613]
row2-b-box [909,1010,1132,1256]
row2-b-box-title: ಪ್ರತಿಭಟನೆಯ ಎಚ್ಚರಿಕೆ [917,1020,1024,1038]
masthead [0,0,1542,164]
bottom-box-body: ಕಾಸರಗೋಡು ಜಿಲ್ಲೆಯೂ ಸೇರಿದಂತೆ ಕೇರಳದ ಪ್ರತೀ ಜಿಲ್ಲೆಯಲ್ಲೂ ಉತ್ತಮ ಹಾಗೂ ಗುಣಮಟ್ಟದ ಆಹಾರ ಒದಗಿಸುವುದು ಮತ್ತು ಸರಕಾರದ ಮುಖ್ಯ ಗುರಿ. ಈ ನಿಟ್ಟಿನಲ್ಲಿ ಸಪ್ಲೈಕೋ ಸಂಸ್ಥೆಗಳು ತಾಲೂಕು ಮಟ್ಟದಲ್ಲಿ ಕೇಂದ್ರಗಳಲ್ಲಿ ಸ್ಥಾಪಿಸಿ ಹೊಸ ಉಪಯೋಗಿ ವಸ್ತುಗಳನ್ನು ಜನರಿಗೆ ವಿತರಿಸಲಾಗುವುದು. [1047,2063,1249,2160]
left-story-1 [54,249,276,579]
lead-box-title: ಕನ್ನಡ ಜಾಗೃತಿಗೆ ಅಭಿಯಾನ [1078,339,1225,358]
qr-note-line3: ಈ QR ಕೋಡ್ ಸ್ಕ್ಯಾನ್ ಮಾಡಿ [247,111,397,128]
bottom-body-mid: ಕೆ-ಸ್ಟೋರ್‌ಗಳ ಮೂಲಕ ಪಡಿತರ ಸಾಮಗ್ರಿಗಳ ಜೊತೆಗೆ ಬ್ಯಾಂಕಿಂಗ್ ಸೇವೆ, ಅಡುಗೆ ಅನಿಲ, ಸಣ್ಣ ಉದ್ಯಮ ಉತ್ಪನ್ನಗಳು ಲಭ್ಯವಾಗಲಿವೆ. 34,969 ಹೊಸ ಪಡಿತರ ಚೀಟಿಗಳನ್ನು ವಿತರಿಸಲಾಗಿದೆ ಎಂದು ಸಚಿವರು ತಿಳಿಸಿದರು. [538,2209,1029,2244]
